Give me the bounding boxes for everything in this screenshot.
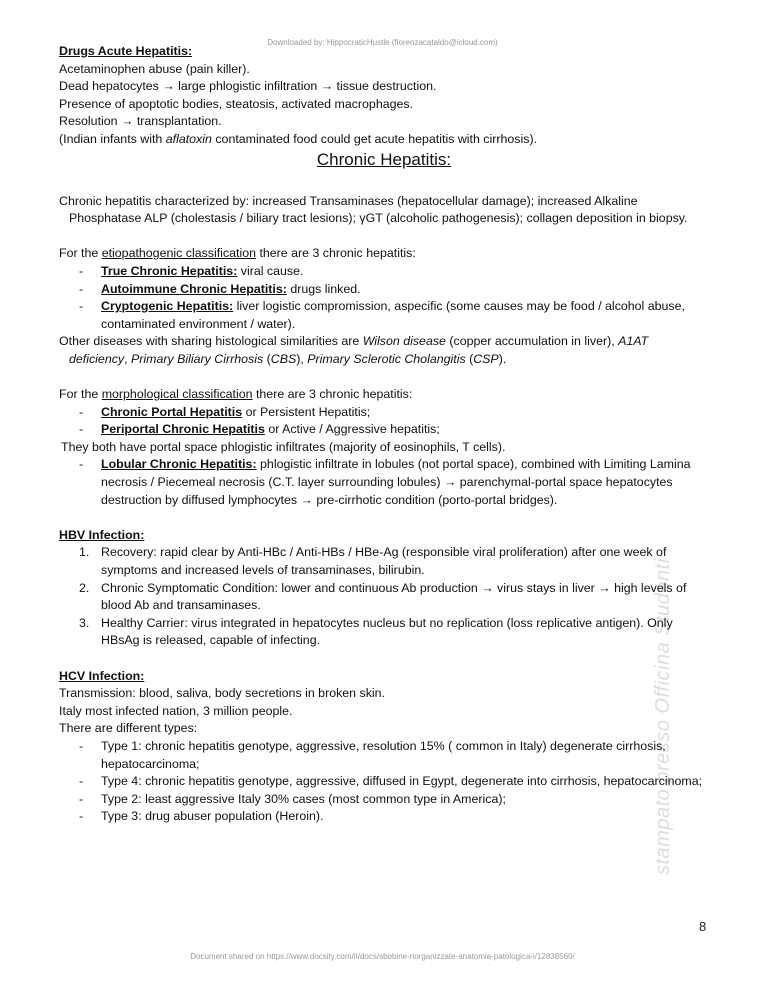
list-item: - Cryptogenic Hepatitis: liver logistic compromission, aspecific (some causes may be food / alcohol abuse, contaminated environment / water). xyxy=(59,298,709,333)
acute-line: Resolution → transplantation. xyxy=(59,114,222,129)
list-item: - Type 2: least aggressive Italy 30% cases (most common type in America); xyxy=(59,791,709,809)
other-diseases: Other diseases with sharing histological similarities are Wilson disease (copper accumulation in liver), A1AT deficiency, Primary Biliary Cirrhosis (CBS), Primary Sclerotic Cholangitis (CSP). xyxy=(59,334,649,366)
etiopathogenic-intro: For the etiopathogenic classification there are 3 chronic hepatitis: xyxy=(59,246,416,261)
acute-line: Dead hepatocytes → large phlogistic infiltration → tissue destruction. xyxy=(59,79,437,94)
acute-line: Acetaminophen abuse (pain killer). xyxy=(59,61,250,76)
morphological-intro: For the morphological classification there are 3 chronic hepatitis: xyxy=(59,387,413,402)
hbv-list xyxy=(59,544,709,650)
hcv-line: Transmission: blood, saliva, body secretions in broken skin. xyxy=(59,686,385,701)
hcv-line: There are different types: xyxy=(59,721,198,736)
acute-heading: Drugs Acute Hepatitis: xyxy=(59,44,193,58)
etiopathogenic-list xyxy=(59,263,709,333)
list-item: - Periportal Chronic Hepatitis or Active / Aggressive hepatitis; xyxy=(59,421,709,439)
acute-line: Presence of apoptotic bodies, steatosis, activated macrophages. xyxy=(59,96,414,111)
list-item: - Type 1: chronic hepatitis genotype, aggressive, resolution 15% ( common in Italy) degenerate cirrhosis, hepatocarcinoma; xyxy=(59,738,709,773)
list-item: - Type 3: drug abuser population (Heroin). xyxy=(59,808,709,826)
list-item: 2. Chronic Symptomatic Condition: lower and continuous Ab production → virus stays in liver → high levels of blood Ab and transaminases. xyxy=(79,580,687,613)
hbv-heading: HBV Infection: xyxy=(59,527,145,542)
portal-note: They both have portal space phlogistic infiltrates (majority of eosinophils, T cells). xyxy=(61,439,506,454)
list-item: 1. Recovery: rapid clear by Anti-HBc / Anti-HBs / HBe-Ag (responsible viral proliferation) after one week of symptoms and increased levels of transaminases, bilirubin. xyxy=(79,545,667,578)
list-item: 3. Healthy Carrier: virus integrated in hepatocytes nucleus but no replication (loss replicative antigen). Only HBsAg is released, capable of infecting. xyxy=(79,615,673,648)
hcv-types-list xyxy=(59,738,709,826)
acute-indian-note: (Indian infants with aflatoxin contaminated food could get acute hepatitis with cirrhosis). xyxy=(59,131,538,146)
list-item: - Lobular Chronic Hepatitis: phlogistic infiltrate in lobules (not portal space), combined with Limiting Lamina necrosis / Piecemeal necrosis (C.T. layer surrounding lobules) → parenchymal-portal space hepatocytes destruction by diffused lymphocytes → pre-cirrhotic condition (porto-portal bridges). xyxy=(59,456,709,509)
lobular-list xyxy=(59,456,709,509)
page-number: 8 xyxy=(699,919,707,934)
list-item: - Type 4: chronic hepatitis genotype, aggressive, diffused in Egypt, degenerate into cirrhosis, hepatocarcinoma; xyxy=(59,773,709,791)
download-header-note: Downloaded by: HippocraticHustle (fiorenzacataldo@icloud.com) xyxy=(267,38,498,47)
chronic-intro: Chronic hepatitis characterized by: increased Transaminases (hepatocellular damage); increased Alkaline Phosphatase ALP (cholestasis / biliary tract lesions); γGT (alcoholic pathogenesis); collagen deposition in biopsy. xyxy=(59,193,688,226)
list-item: - Chronic Portal Hepatitis or Persistent Hepatitis; xyxy=(59,404,709,422)
list-item: - Autoimmune Chronic Hepatitis: drugs linked. xyxy=(59,281,709,299)
morphological-list xyxy=(59,404,709,439)
hcv-heading: HCV Infection: xyxy=(59,668,145,683)
hcv-line: Italy most infected nation, 3 million people. xyxy=(59,703,293,718)
page-content xyxy=(59,43,709,826)
watermark: stampato presso Officina Studenti xyxy=(652,558,674,875)
chronic-title: Chronic Hepatitis: xyxy=(316,149,452,169)
shared-footer-note: Document shared on https://www.docsity.com/it/docs/sbobine-riorganizzate-anatomia-patologica-i/12838560/ xyxy=(190,952,575,961)
list-item: - True Chronic Hepatitis: viral cause. xyxy=(59,263,709,281)
